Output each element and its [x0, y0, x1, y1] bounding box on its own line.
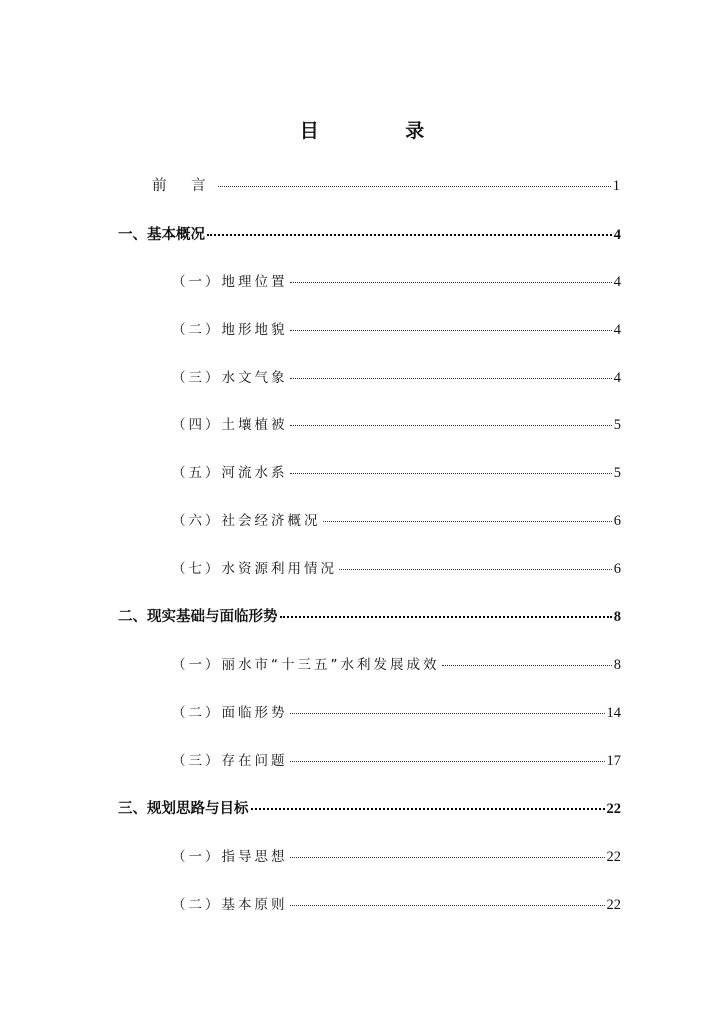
toc-leader — [290, 857, 605, 858]
toc-entry-label: 二、现实基础与面临形势 — [118, 609, 278, 625]
toc-page-number: 5 — [613, 465, 621, 481]
toc-leader — [290, 905, 605, 906]
toc-page-number: 4 — [613, 274, 621, 290]
toc-entry-section[interactable] — [172, 749, 621, 771]
toc-entry-label: （五）河流水系 — [172, 465, 288, 481]
toc-page-number: 5 — [613, 417, 621, 433]
toc-leader — [339, 569, 612, 570]
toc-page-number: 14 — [606, 705, 621, 721]
toc-entry-label: （一）地理位置 — [172, 274, 288, 290]
toc-page-number: 17 — [606, 753, 621, 769]
toc-leader — [323, 521, 612, 522]
toc-entry-label: （三）水文气象 — [172, 370, 288, 386]
toc-entry-label: （一）指导思想 — [172, 849, 288, 865]
toc-entry-section[interactable] — [172, 701, 621, 723]
toc-entry-label: 前 言 — [152, 178, 216, 194]
page-title: 目 录 — [299, 120, 465, 142]
toc-entry-label: （二）基本原则 — [172, 897, 288, 913]
toc-entry-label: 三、规划思路与目标 — [118, 801, 249, 817]
toc-entry-chapter-2[interactable] — [118, 605, 621, 627]
toc-page-number: 6 — [613, 561, 621, 577]
toc-page-number: 22 — [606, 897, 621, 913]
toc-leader — [442, 665, 612, 666]
toc-entry-label: （四）土壤植被 — [172, 417, 288, 433]
toc-leader — [218, 186, 611, 187]
toc-leader — [290, 425, 612, 426]
toc-page-number: 4 — [613, 227, 621, 243]
toc-page-number: 4 — [613, 322, 621, 338]
toc-entry-preface[interactable] — [152, 174, 620, 196]
toc-entry-section[interactable] — [172, 413, 621, 435]
toc-entry-section[interactable] — [172, 318, 621, 340]
toc-entry-label: （二）地形地貌 — [172, 322, 288, 338]
toc-entry-section[interactable] — [172, 557, 621, 579]
toc-entry-chapter-1[interactable] — [118, 223, 621, 245]
toc-entry-section[interactable] — [172, 270, 621, 292]
toc-entry-label: （七）水资源利用情况 — [172, 561, 337, 577]
toc-entry-section[interactable] — [172, 893, 621, 915]
toc-page-number: 8 — [613, 609, 621, 625]
toc-page-number: 22 — [606, 801, 621, 817]
toc-leader — [290, 713, 605, 714]
toc-entry-label: （三）存在问题 — [172, 753, 288, 769]
toc-page-number: 4 — [613, 370, 621, 386]
toc-leader — [290, 330, 612, 331]
toc-entry-label: 一、基本概况 — [118, 227, 205, 243]
toc-entry-section[interactable] — [172, 845, 621, 867]
toc-entry-section[interactable] — [172, 653, 621, 675]
toc-entry-label: （一）丽水市“十三五”水利发展成效 — [172, 657, 440, 673]
toc-entry-section[interactable] — [172, 366, 621, 388]
toc-entry-chapter-3[interactable] — [118, 797, 621, 819]
toc-leader — [280, 616, 612, 618]
toc-page-number: 1 — [612, 178, 620, 194]
toc-entry-section[interactable] — [172, 509, 621, 531]
toc-entry-section[interactable] — [172, 461, 621, 483]
toc-page-number: 22 — [606, 849, 621, 865]
toc-leader — [251, 808, 605, 810]
toc-leader — [207, 234, 612, 236]
toc-leader — [290, 473, 612, 474]
toc-page-number: 6 — [613, 513, 621, 529]
toc-page-number: 8 — [613, 657, 621, 673]
toc-entry-label: （六）社会经济概况 — [172, 513, 321, 529]
toc-leader — [290, 378, 612, 379]
toc-entry-label: （二）面临形势 — [172, 705, 288, 721]
toc-leader — [290, 282, 612, 283]
toc-leader — [290, 761, 605, 762]
